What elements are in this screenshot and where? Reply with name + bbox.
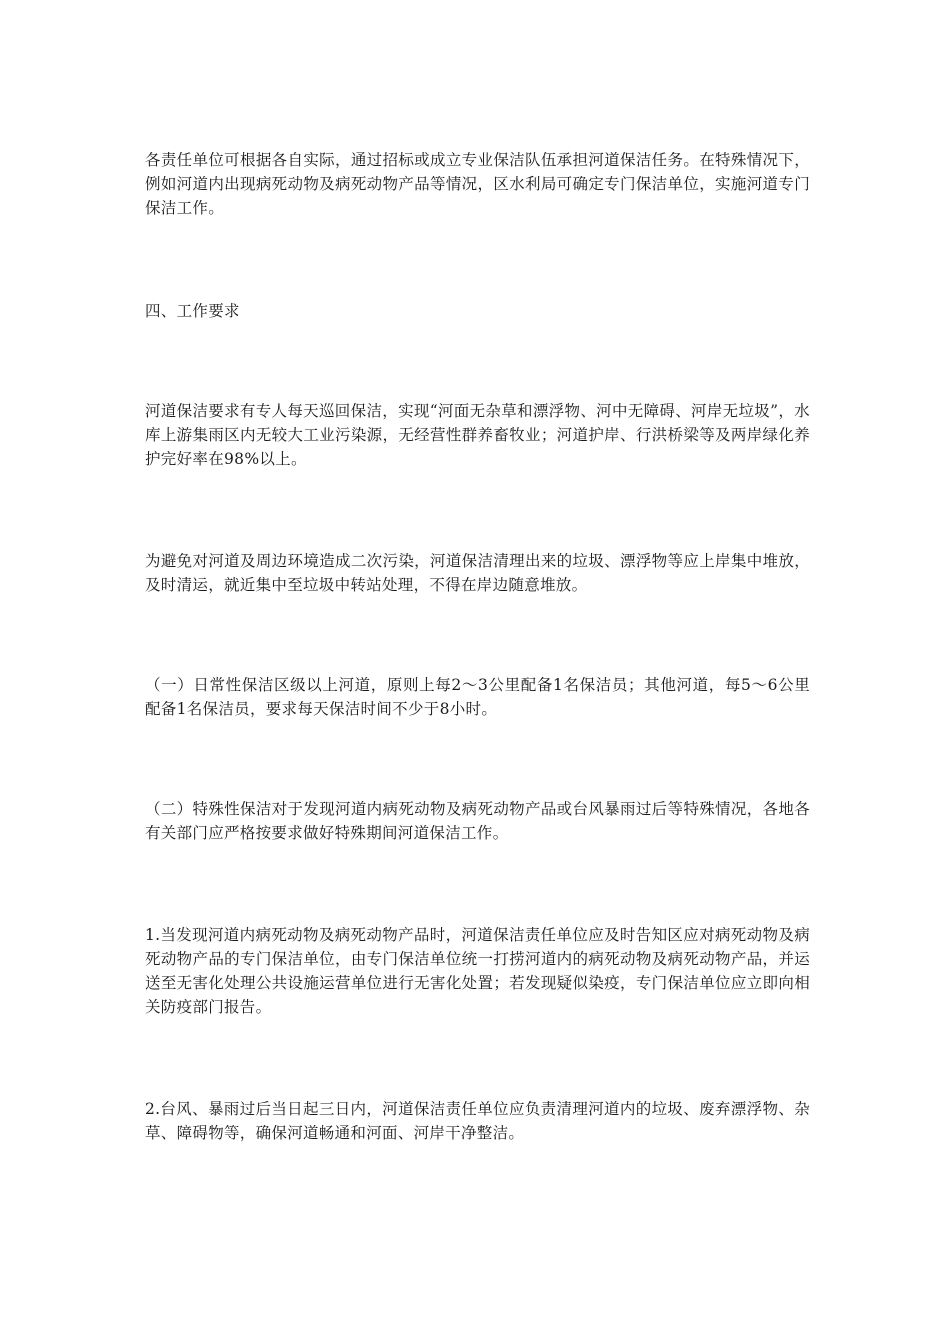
paragraph-avoid-pollution: 为避免对河道及周边环境造成二次污染，河道保洁清理出来的垃圾、漂浮物等应上岸集中堆放，及时清运，就近集中至垃圾中转站处理，不得在岸边随意堆放。 <box>145 552 810 594</box>
paragraph-dead-animals: 1.当发现河道内病死动物及病死动物产品时，河道保洁责任单位应及时告知区应对病死动物及病死动物产品的专门保洁单位，由专门保洁单位统一打捞河道内的病死动物及病死动物产品，并运送至无害化处理公共设施运营单位进行无害化处置；若发现疑似染疫，专门保洁单位应立即向相关防疫部门报告。 <box>145 926 810 1016</box>
paragraph-daily-cleaning: （一）日常性保洁区级以上河道，原则上每2～3公里配备1名保洁员；其他河道，每5～6公里配备1名保洁员，要求每天保洁时间不少于8小时。 <box>145 676 810 718</box>
paragraph-cleaning-units: 各责任单位可根据各自实际，通过招标或成立专业保洁队伍承担河道保洁任务。在特殊情况下，例如河道内出现病死动物及病死动物产品等情况，区水利局可确定专门保洁单位，实施河道专门保洁工作。 <box>145 151 810 217</box>
section-heading-work-requirements: 四、工作要求 <box>145 302 240 320</box>
paragraph-special-cleaning: （二）特殊性保洁对于发现河道内病死动物及病死动物产品或台风暴雨过后等特殊情况，各地各有关部门应严格按要求做好特殊期间河道保洁工作。 <box>145 800 810 842</box>
paragraph-after-typhoon: 2.台风、暴雨过后当日起三日内，河道保洁责任单位应负责清理河道内的垃圾、废弃漂浮物、杂草、障碍物等，确保河道畅通和河面、河岸干净整洁。 <box>145 1100 810 1142</box>
paragraph-cleaning-standards: 河道保洁要求有专人每天巡回保洁，实现“河面无杂草和漂浮物、河中无障碍、河岸无垃圾”，水库上游集雨区内无较大工业污染源，无经营性群养畜牧业；河道护岸、行洪桥梁等及两岸绿化养护完好率在98%以上。 <box>145 402 810 468</box>
